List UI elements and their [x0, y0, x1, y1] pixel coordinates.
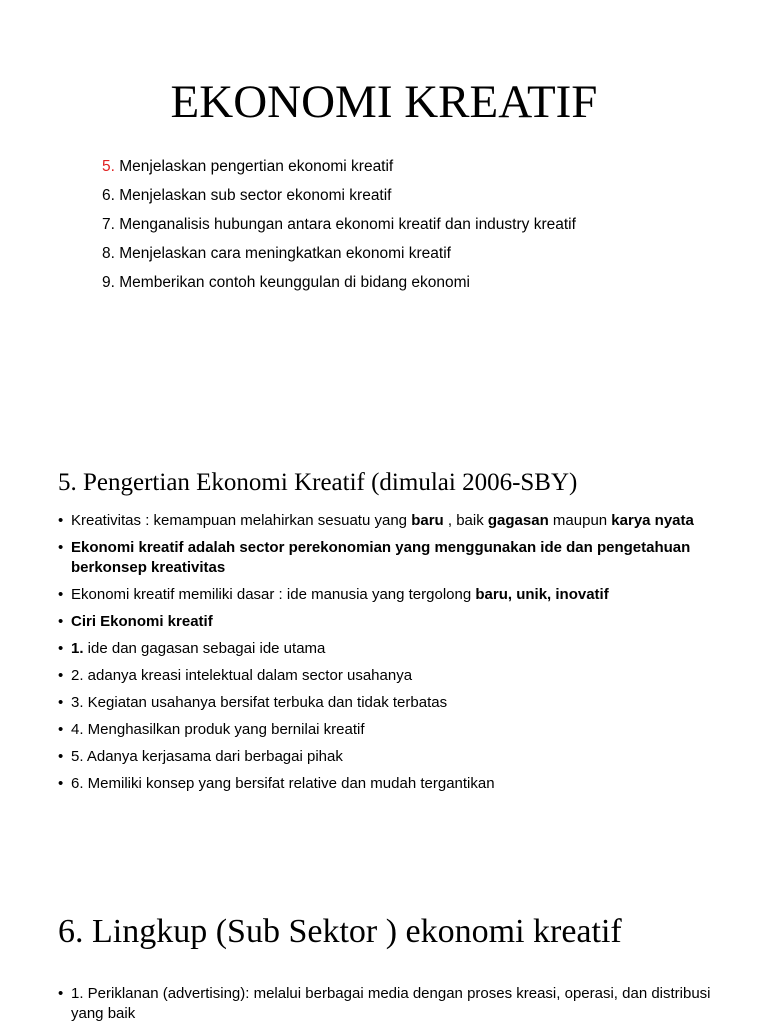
bullet-icon: •: [58, 512, 64, 529]
text-run: 2. adanya kreasi intelektual dalam sector usahanya: [71, 667, 413, 684]
list-item: [58, 747, 718, 767]
bullet-icon: •: [58, 640, 64, 657]
list-text: Menjelaskan cara meningkatkan ekonomi kreatif: [119, 245, 451, 262]
list-item: [58, 612, 718, 632]
list-item: [58, 666, 718, 686]
bullet-icon: •: [58, 721, 64, 738]
list-item: [58, 538, 718, 578]
page-title: EKONOMI KREATIF: [170, 76, 598, 128]
list-item: [102, 184, 576, 213]
list-number: 5.: [102, 158, 115, 175]
list-item: [58, 639, 718, 659]
list-text: Memberikan contoh keunggulan di bidang ekonomi: [119, 274, 470, 291]
bullet-icon: •: [58, 613, 64, 630]
list-item: [58, 511, 718, 531]
bullet-icon: •: [58, 748, 64, 765]
list-item: [102, 271, 576, 300]
bullet-icon: •: [58, 694, 64, 711]
list-text: Menganalisis hubungan antara ekonomi kreatif dan industry kreatif: [119, 216, 576, 233]
text-run: 6. Memiliki konsep yang bersifat relative dan mudah tergantikan: [71, 775, 495, 792]
bullet-icon: •: [58, 539, 64, 556]
list-number: 9.: [102, 274, 115, 291]
text-run: 1. Periklanan (advertising): melalui berbagai media dengan proses kreasi, operasi, dan distribusi yang baik: [71, 985, 711, 1022]
bold-run: baru, unik, inovatif: [475, 586, 609, 603]
bold-run: gagasan: [487, 512, 549, 529]
list-item: [58, 984, 718, 1024]
bullet-icon: •: [58, 586, 64, 603]
bold-run: Ekonomi kreatif adalah sector perekonomian yang menggunakan ide dan pengetahuan berkonsep kreativitas: [71, 539, 691, 576]
bullet-icon: •: [58, 775, 64, 792]
list-number: 7.: [102, 216, 115, 233]
list-item: [58, 693, 718, 713]
list-item: [102, 213, 576, 242]
section-heading-pengertian: 5. Pengertian Ekonomi Kreatif (dimulai 2006-SBY): [58, 469, 578, 496]
bullet-icon: •: [58, 985, 64, 1002]
list-item: [102, 242, 576, 271]
bold-run: karya nyata: [611, 512, 694, 529]
text-run: 5. Adanya kerjasama dari berbagai pihak: [71, 748, 343, 765]
text-run: 4. Menghasilkan produk yang bernilai kreatif: [71, 721, 365, 738]
bold-run: baru: [411, 512, 444, 529]
bullet-list-pengertian: [58, 511, 718, 801]
list-item: [58, 774, 718, 794]
list-item: [58, 720, 718, 740]
list-text: Menjelaskan pengertian ekonomi kreatif: [119, 158, 394, 175]
list-item: [58, 585, 718, 605]
bullet-icon: •: [58, 667, 64, 684]
text-run: ide dan gagasan sebagai ide utama: [83, 640, 326, 657]
list-number: 8.: [102, 245, 115, 262]
section-heading-lingkup: 6. Lingkup (Sub Sektor ) ekonomi kreatif: [58, 913, 622, 950]
list-text: Menjelaskan sub sector ekonomi kreatif: [119, 187, 392, 204]
objectives-list: [102, 155, 576, 300]
bold-run: Ciri Ekonomi kreatif: [71, 613, 213, 630]
text-run: , baik: [443, 512, 488, 529]
bold-run: 1.: [71, 640, 84, 657]
text-run: Kreativitas : kemampuan melahirkan sesuatu yang: [71, 512, 412, 529]
text-run: maupun: [548, 512, 612, 529]
list-item: [102, 155, 576, 184]
text-run: Ekonomi kreatif memiliki dasar : ide manusia yang tergolong: [71, 586, 476, 603]
text-run: 3. Kegiatan usahanya bersifat terbuka dan tidak terbatas: [71, 694, 448, 711]
list-number: 6.: [102, 187, 115, 204]
